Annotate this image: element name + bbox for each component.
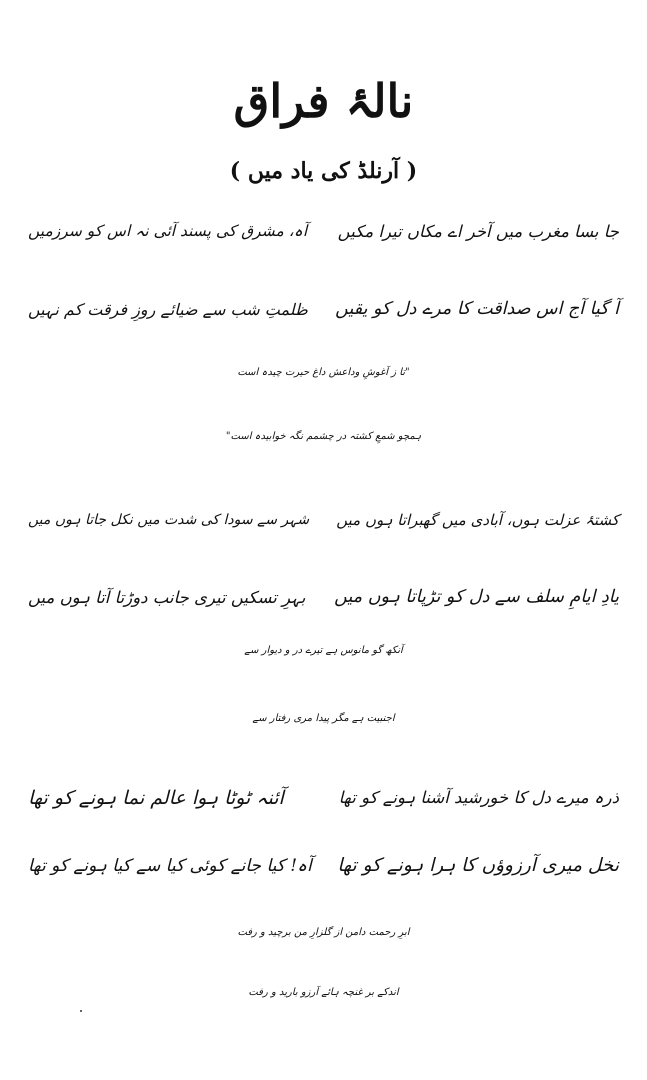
- misra-first: جا بسا مغرب میں آخر اے مکاں تیرا مکیں: [337, 221, 619, 241]
- poem-subtitle: ( آرنلڈ کی یاد میں ): [229, 158, 418, 184]
- misra-second: ظلمتِ شب سے ضیائے روزِ فرقت کم نہیں: [28, 300, 308, 319]
- couplet: [28, 578, 619, 618]
- misra-first: کشتۂ عزلت ہوں، آبادی میں گھبراتا ہوں میں: [336, 510, 619, 529]
- misra-second: شہر سے سودا کی شدت میں نکل جاتا ہوں میں: [28, 512, 310, 528]
- misra-first: ذرہ میرے دل کا خورشید آشنا ہونے کو تھا: [338, 787, 619, 807]
- misra-first: نخل میری آرزوؤں کا ہرا ہونے کو تھا: [337, 854, 619, 876]
- couplet: [28, 290, 619, 330]
- scan-speck: [80, 1010, 82, 1012]
- couplet: [28, 212, 619, 252]
- couplet: [28, 846, 619, 886]
- persian-verse: آنکھ گو مانوس ہے تیرے در و دیوار سے: [244, 645, 403, 656]
- couplet: [28, 500, 619, 540]
- misra-second: بہرِ تسکیں تیری جانب دوڑتا آتا ہوں میں: [28, 587, 306, 607]
- persian-verse: ہمچو شمعِ کشتہ در چشمم نگہ خوابیدہ است": [225, 431, 422, 442]
- misra-first: یادِ ایامِ سلف سے دل کو تڑپاتا ہوں میں: [334, 587, 619, 608]
- poem-title: نالۂ فراق: [233, 74, 414, 128]
- misra-second: آہ! کیا جانے کوئی کیا سے کیا ہونے کو تھا: [28, 855, 312, 876]
- misra-first: آ گیا آج اس صداقت کا مرے دل کو یقیں: [335, 299, 619, 320]
- persian-verse: ابرِ رحمت دامن از گلزارِ من برچید و رفت: [237, 927, 410, 938]
- persian-verse: "تا ز آغوشِ وداعش داغ حیرت چیدہ است: [237, 367, 410, 378]
- persian-verse: اندکے بر غنچہ ہائے آرزو بارید و رفت: [248, 987, 399, 998]
- couplet: [28, 778, 619, 818]
- misra-second: آہ، مشرق کی پسند آئی نہ اس کو سرزمیں: [28, 222, 308, 241]
- misra-second: آئنہ ٹوٹا ہوا عالم نما ہونے کو تھا: [28, 786, 284, 809]
- persian-verse: اجنبیت ہے مگر پیدا مری رفتار سے: [252, 713, 395, 724]
